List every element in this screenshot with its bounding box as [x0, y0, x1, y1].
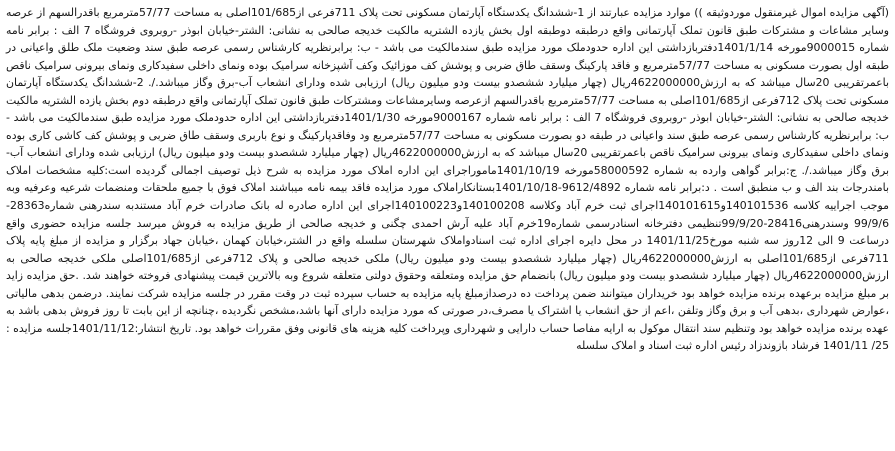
notice-body-text: (آگهی مزایده اموال غیرمنقول موردوثیقه )) موارد مزایده عبارتند از 1-ششدانگ یکدستگاه آپارتمان مسکونی تحت پلاک 711فرعی از101/685اصلی به مساحت 57/77مترمربع باقدرالسهم از عرصه وسایر مشاعات و مشترکات طبق قانون تملک آپارتمانی واقع درطبقه دوطبقه اول بخش یازده الشتریه مالکیت خدیجه صالحی به نشانی: الشتر-خیابان ابوذر -روبروی فروشگاه 7 الف : برابر نامه شماره 9000015مورخه 1401/1/14دفتربازداشتی این اداره حدودملک مورد مزایده طبق سندمالکیت می باشد - ب: برابرنظریه کارشناس رسمی عرصه طبق سند وضعیت ملک طلق واعیانی در طبقه اول بصورت مسکونی به مساحت 57/77مترمربع و فاقد پارکینگ وسقف طاق ضربی و پوشش کف موزائیک وکف آشپزخانه سرامیک بوده ونمای داخلی سفیدکاری ونمای بیرونی سرامیک ناقص باعمرتقریبی 20سال میباشد که به ارزش4622000000ریال (چهار میلیارد ششصدو بیست ودو میلیون ریال) ارزیابی شده ودارای انشعاب آب-برق وگاز میباشد./. 2-ششدانگ یکدستگاه آپارتمان مسکونی تحت پلاک 712فرعی از101/685اصلی به مساحت 57/77مترمربع باقدرالسهم ازعرصه وسایرمشاعات ومشترکات طبق قانون تملک آپارتمانی واقع درطبقه دوم بخش یازده الشتریه مالکیت خدیجه صالحی به نشانی: الشتر-خیابان ابوذر -روبروی فروشگاه 7 الف : برابر نامه شماره 9000167مورخه 1401/1/30دفتربازداشتی این اداره حدودملک مورد مزایده طبق سندمالکیت می باشد - ب: برابرنظریه کارشناس رسمی عرصه طبق سند واعیانی در طبقه دو بصورت مسکونی به مساحت 57/77مترمربع ود وفاقدپارکینگ و نوع باربری وسقف طاق ضربی و پوشش کف کاشی کاری بوده ونمای داخلی سفیدکاری ونمای بیرونی سرامیک ناقص باعمرتقریبی 20سال میباشد که به ارزش4622000000ریال (چهار میلیارد ششصدو بیست ودو میلیون ریال) ارزیابی شده ودارای انشعاب آب-برق وگاز میباشد./. ج:برابر گواهی وارده به شماره 58000592مورخه 1401/10/19ماموراجرای این اداره املاک مورد مزایده به شرح ذیل توصیف اجمالی گردیده است:کلیه مشخصات املاک بامندرجات بند الف و ب منطبق است . د:برابر نامه شماره 9612/4892-1401/10/18بستانکاراملاک مورد مزایده فاقد بیمه نامه میباشند املاک فوق با جمیع ملحقات ومنضمات شرعیه وعرفیه وبه موجب اجراییه کلاسه 140101536و140101615اجرای ثبت خرم آباد وکلاسه 140100208و140100223اجرای این اداره صادره له بانک صادرات خرم آباد مستندبه سندرهنی شماره28363-99/9/6 وسندرهنی28416-99/9/20تنظیمی دفترخانه اسنادرسمی شماره19خرم آباد علیه آرش احمدی چگنی و خدیجه صالحی از طریق مزایده به فروش میرسد جلسه مزایده حضوری واقع درساعت 9 الی 12روز سه شنبه مورخ1401/11/25 در محل دایره اجرای اداره ثبت اسنادواملاک شهرستان سلسله واقع در الشتر،خیابان کهمان ،خیابان جهاد برگزار و مزایده از مبلغ پایه پلاک 711فرعی از101/685اصلی به ارزش4622000000ریال (چهار میلیارد ششصدو بیست ودو میلیون ریال) ملکی خدیجه صالحی و پلاک 712فرعی از101/685اصلی ملکی خدیجه صالحی به ارزش4622000000ریال (چهار میلیارد ششصدو بیست ودو میلیون ریال) بانضمام حق مزایده ومتعلقه وحقوق دولتی متعلقه شروع وبه بالاترین قیمت پیشنهادی فروخته خواهند شد. .حق مزایده زاید بر مبلغ مزایده برعهده برنده مزایده خواهد بود خریداران میتوانند ضمن پرداخت ده درصدازمبلغ پایه مزایده به حساب سپرده ثبت در وقت مقرر در جلسه مزایده شرکت نمایند. درضمن بدهی مالیاتی ،عوارض شهرداری ،بدهی آب و برق وگاز وتلفن ،اعم از حق انشعاب یا اشتراک یا مصرف،در صورتی که مورد مزایده دارای آنها باشد،مشخص نگردیده ،چنانچه از این بابت تا روز فروش بدهی باشد به عهده برنده مزایده خواهد بود وتنظیم سند انتقال موکول به ارایه مفاصا حساب دارایی و شهرداری وپرداخت کلیه هزینه های قانونی وفق مقررات خواهد بود. تاریخ انتشار:1401/11/12جلسه مزایده : 25/ 1401/11 فرشاد بازوندزاد رئیس اداره ثبت اسناد و املاک سلسله [6, 6, 890, 353]
